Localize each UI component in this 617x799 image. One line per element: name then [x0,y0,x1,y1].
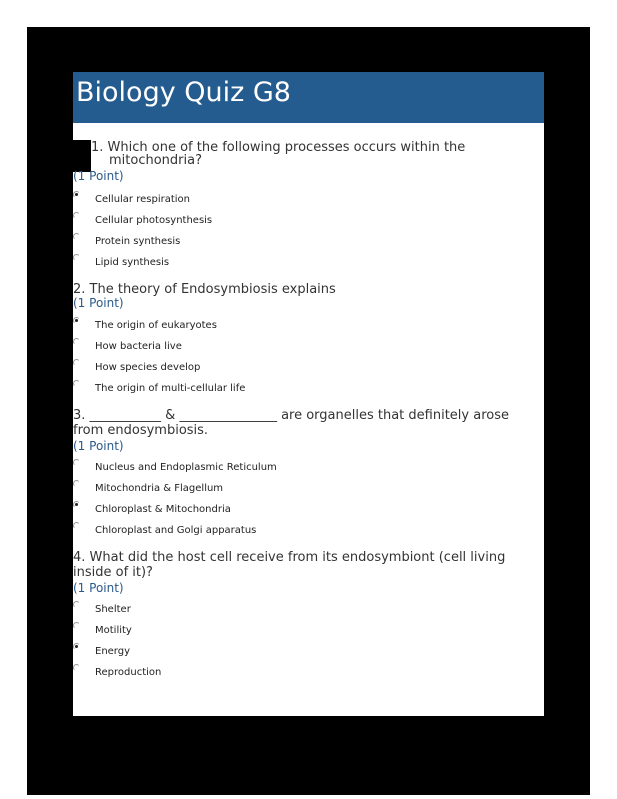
question-4-option-3[interactable] [73,646,513,660]
option-label: Protein synthesis [95,236,181,247]
option-label: The origin of eukaryotes [95,320,217,331]
radio-button[interactable] [73,254,80,261]
question-3-text-line2: from endosymbiosis. [73,423,209,438]
radio-button[interactable] [73,459,80,466]
question-3-option-1[interactable] [73,462,513,476]
question-2-option-4[interactable] [73,383,513,397]
question-4-option-4[interactable] [73,667,513,681]
question-3-option-3[interactable] [73,504,513,518]
radio-button-checked[interactable] [73,643,80,650]
option-label: Chloroplast and Golgi apparatus [95,525,257,536]
question-2-option-3[interactable] [73,362,513,376]
question-2-option-1[interactable] [73,320,513,334]
question-1-text-line2: mitochondria? [109,153,202,168]
question-2-text: 2. The theory of Endosymbiosis explains [73,282,336,297]
radio-button[interactable] [73,359,80,366]
radio-button[interactable] [73,622,80,629]
radio-button[interactable] [73,664,80,671]
quiz-form [73,72,544,716]
radio-button[interactable] [73,601,80,608]
question-1-points: (1 Point) [73,169,124,183]
question-4-points: (1 Point) [73,581,124,595]
radio-button[interactable] [73,338,80,345]
option-label: Lipid synthesis [95,257,170,268]
radio-button[interactable] [73,522,80,529]
option-label: Energy [95,646,131,657]
option-label: How species develop [95,362,201,373]
option-label: Reproduction [95,667,162,678]
radio-button[interactable] [73,380,80,387]
option-label: Motility [95,625,132,636]
question-3-points: (1 Point) [73,439,124,453]
option-label: Nucleus and Endoplasmic Reticulum [95,462,277,473]
question-1-text-line1: 1. Which one of the following processes occurs within the [91,140,466,155]
question-3-option-2[interactable] [73,483,513,497]
radio-button-checked[interactable] [73,501,80,508]
question-4-option-1[interactable] [73,604,513,618]
question-1-option-3[interactable] [73,236,513,250]
question-2-option-2[interactable] [73,341,513,355]
question-4-text-line1: 4. What did the host cell receive from its endosymbiont (cell living [73,550,506,565]
option-label: Shelter [95,604,131,615]
radio-button[interactable] [73,212,80,219]
option-label: The origin of multi-cellular life [95,383,246,394]
question-1-option-2[interactable] [73,215,513,229]
option-label: How bacteria live [95,341,182,352]
page-title: Biology Quiz G8 [76,77,291,108]
radio-button-checked[interactable] [73,317,80,324]
question-3-text-line1: 3. ___________ & _______________ are organelles that definitely arose [73,408,509,423]
black-marker [73,140,91,172]
title-bar [73,72,544,123]
question-1-option-1[interactable] [73,194,513,208]
radio-button-checked[interactable] [73,191,80,198]
option-label: Chloroplast & Mitochondria [95,504,231,515]
question-3-option-4[interactable] [73,525,513,539]
question-2-points: (1 Point) [73,296,124,310]
radio-button[interactable] [73,233,80,240]
radio-button[interactable] [73,480,80,487]
option-label: Cellular photosynthesis [95,215,213,226]
question-1-option-4[interactable] [73,257,513,271]
option-label: Cellular respiration [95,194,190,205]
option-label: Mitochondria & Flagellum [95,483,224,494]
question-4-text-line2: inside of it)? [73,565,153,580]
question-4-option-2[interactable] [73,625,513,639]
